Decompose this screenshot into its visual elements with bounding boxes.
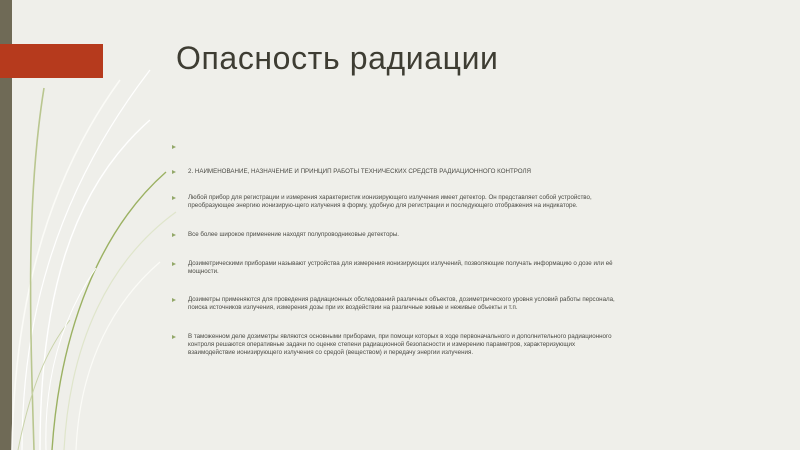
- list-item: [172, 143, 752, 149]
- title-accent-bar: [0, 44, 103, 78]
- bullet-text: 2. НАИМЕНОВАНИЕ, НАЗНАЧЕНИЕ И ПРИНЦИП РАБОТЫ ТЕХНИЧЕСКИХ СРЕДСТВ РАДИАЦИОННОГО КОНТРОЛЯ: [188, 168, 532, 175]
- triangle-bullet-icon: [172, 233, 184, 237]
- triangle-bullet-icon: [172, 262, 184, 266]
- list-item: [172, 333, 752, 357]
- list-item: [172, 168, 752, 176]
- list-item: [172, 231, 752, 239]
- bullet-text: В таможенном деле дозиметры являются основными приборами, при помощи которых в ходе первоначального и дополнительного радиационного контроля решаются оперативные задачи по оценке степени радиационной безопасности и измерению параметров, характеризующих взаимодействие ионизирующего излучения со средой (веществом) и передачу энергии излучения.: [188, 333, 612, 356]
- slide-title: Опасность радиации: [176, 40, 499, 76]
- bullet-text: Дозиметрическими приборами называют устройства для измерения ионизирующих излучений, позволяющие получать информацию о дозе или её мощности.: [188, 260, 613, 275]
- triangle-bullet-icon: [172, 335, 184, 339]
- triangle-bullet-icon: [172, 145, 184, 149]
- list-item: [172, 194, 752, 210]
- triangle-bullet-icon: [172, 298, 184, 302]
- bullet-text: Дозиметры применяются для проведения радиационных обследований различных объектов, дозиметрического уровня условий работы персонала, поиска источников излучения, измерения дозы при их воздействии на различные живые и неживые объекты и т.п.: [188, 296, 615, 311]
- bullet-text: Любой прибор для регистрации и измерения характеристик ионизирующего излучения имеет детектор. Он представляет собой устройство, преобразующее энергию ионизирую-щего излучения в форму, удобную для регистрации и последующего отображения на индикаторе.: [188, 194, 592, 209]
- list-item: [172, 296, 752, 312]
- triangle-bullet-icon: [172, 170, 184, 174]
- list-item: [172, 260, 752, 276]
- bullet-text: Все более широкое применение находят полупроводниковые детекторы.: [188, 231, 400, 238]
- bullet-list: [172, 143, 752, 357]
- triangle-bullet-icon: [172, 196, 184, 200]
